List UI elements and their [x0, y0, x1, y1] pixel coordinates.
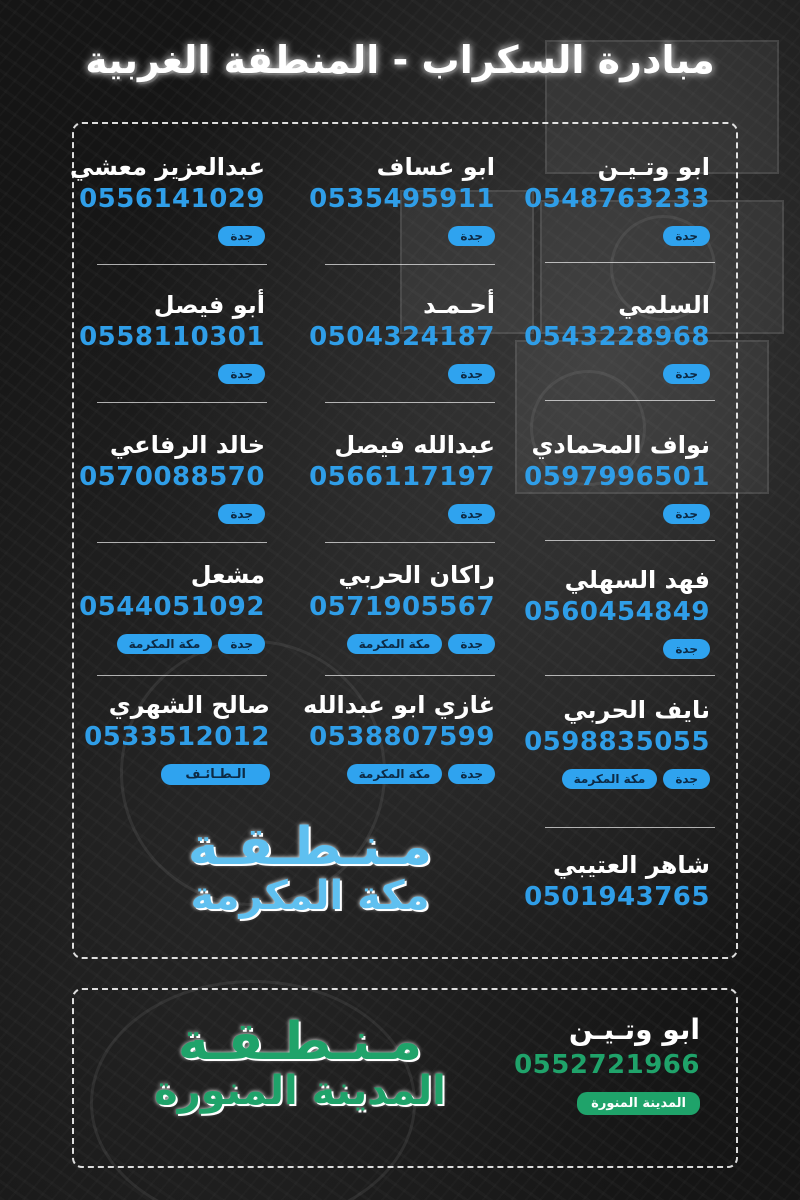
city-tag: جدة [663, 769, 710, 789]
contact-phone[interactable]: 0570088570 [79, 462, 265, 492]
city-tag: جدة [218, 364, 265, 384]
makkah-region-heading [160, 817, 460, 919]
divider [545, 827, 715, 828]
contact-phone[interactable]: 0533512012 [84, 722, 270, 752]
region-label: مـنـطـقـة [187, 817, 433, 877]
city-tag: جدة [218, 634, 265, 654]
contact-card [55, 290, 265, 384]
divider [97, 542, 267, 543]
city-tag: جدة [663, 364, 710, 384]
contact-card [285, 430, 495, 524]
contact-name: مشعل [190, 561, 265, 589]
region-name: المدينة المنورة [154, 1067, 446, 1114]
contact-name: ابو وتـيـن [568, 1013, 700, 1046]
contact-card [500, 290, 710, 384]
contact-name: شاهر العتيبي [553, 851, 710, 879]
page-title: مبادرة السكراب - المنطقة الغربية [85, 38, 715, 82]
contact-card [500, 152, 710, 246]
divider [325, 675, 495, 676]
contact-card [490, 1012, 700, 1115]
contact-phone[interactable]: 0548763233 [524, 184, 710, 214]
contact-phone[interactable]: 0598835055 [524, 727, 710, 757]
divider [545, 540, 715, 541]
contact-phone[interactable]: 0560454849 [524, 597, 710, 627]
contact-card [285, 290, 495, 384]
contact-phone[interactable]: 0558110301 [79, 322, 265, 352]
city-tag: مكة المكرمة [117, 634, 213, 654]
contact-name: نايف الحربي [563, 696, 710, 724]
divider [325, 402, 495, 403]
contact-phone[interactable]: 0543228968 [524, 322, 710, 352]
contact-card [285, 560, 495, 654]
contact-phone[interactable]: 0544051092 [79, 592, 265, 622]
madinah-region-heading [150, 1012, 450, 1114]
contact-card [60, 690, 270, 785]
city-tag: جدة [218, 226, 265, 246]
divider [545, 675, 715, 676]
city-tag: مكة المكرمة [347, 634, 443, 654]
contact-card [285, 690, 495, 784]
city-tag: جدة [448, 226, 495, 246]
contact-phone[interactable]: 0552721966 [514, 1050, 700, 1080]
contact-phone[interactable]: 0597996501 [524, 462, 710, 492]
city-tag: جدة [218, 504, 265, 524]
contact-phone[interactable]: 0501943765 [524, 882, 710, 912]
contact-card [55, 152, 265, 246]
contact-name: غازي ابو عبدالله [303, 691, 495, 719]
contact-name: ابو عساف [376, 153, 495, 181]
contact-card [500, 695, 710, 789]
contact-phone[interactable]: 0556141029 [79, 184, 265, 214]
region-name: مكة المكرمة [190, 872, 430, 919]
contact-name: خالد الرفاعي [109, 431, 265, 459]
contact-card [55, 560, 265, 654]
city-tag: مكة المكرمة [562, 769, 658, 789]
contact-card [500, 565, 710, 659]
divider [325, 542, 495, 543]
contact-card [500, 430, 710, 524]
contact-card [285, 152, 495, 246]
contact-name: راكان الحربي [338, 561, 495, 589]
city-tag: الـطـائـف [161, 764, 270, 785]
city-tag: جدة [448, 764, 495, 784]
contact-phone[interactable]: 0566117197 [309, 462, 495, 492]
city-tag: جدة [448, 364, 495, 384]
contact-name: فهد السهلي [564, 566, 710, 594]
contact-card [500, 850, 710, 914]
contact-name: نواف المحمادي [531, 431, 710, 459]
region-label: مـنـطـقـة [177, 1012, 423, 1072]
contact-name: أحـمـد [423, 291, 495, 319]
contact-name: أبو فيصل [153, 291, 265, 319]
city-tag: المدينة المنورة [577, 1092, 700, 1115]
contact-name: عبدالله فيصل [334, 431, 495, 459]
divider [97, 675, 267, 676]
divider [325, 264, 495, 265]
contact-phone[interactable]: 0504324187 [309, 322, 495, 352]
contact-name: ابو وتـيـن [597, 153, 710, 181]
contact-phone[interactable]: 0571905567 [309, 592, 495, 622]
contact-name: السلمي [618, 291, 710, 319]
divider [545, 262, 715, 263]
city-tag: جدة [663, 504, 710, 524]
divider [545, 400, 715, 401]
city-tag: مكة المكرمة [347, 764, 443, 784]
city-tag: جدة [663, 226, 710, 246]
contact-card [55, 430, 265, 524]
contact-name: صالح الشهري [108, 691, 270, 719]
city-tag: جدة [663, 639, 710, 659]
contact-phone[interactable]: 0535495911 [309, 184, 495, 214]
city-tag: جدة [448, 634, 495, 654]
contact-phone[interactable]: 0538807599 [309, 722, 495, 752]
divider [97, 402, 267, 403]
divider [97, 264, 267, 265]
city-tag: جدة [448, 504, 495, 524]
contact-name: عبدالعزيز معشي [69, 153, 265, 181]
